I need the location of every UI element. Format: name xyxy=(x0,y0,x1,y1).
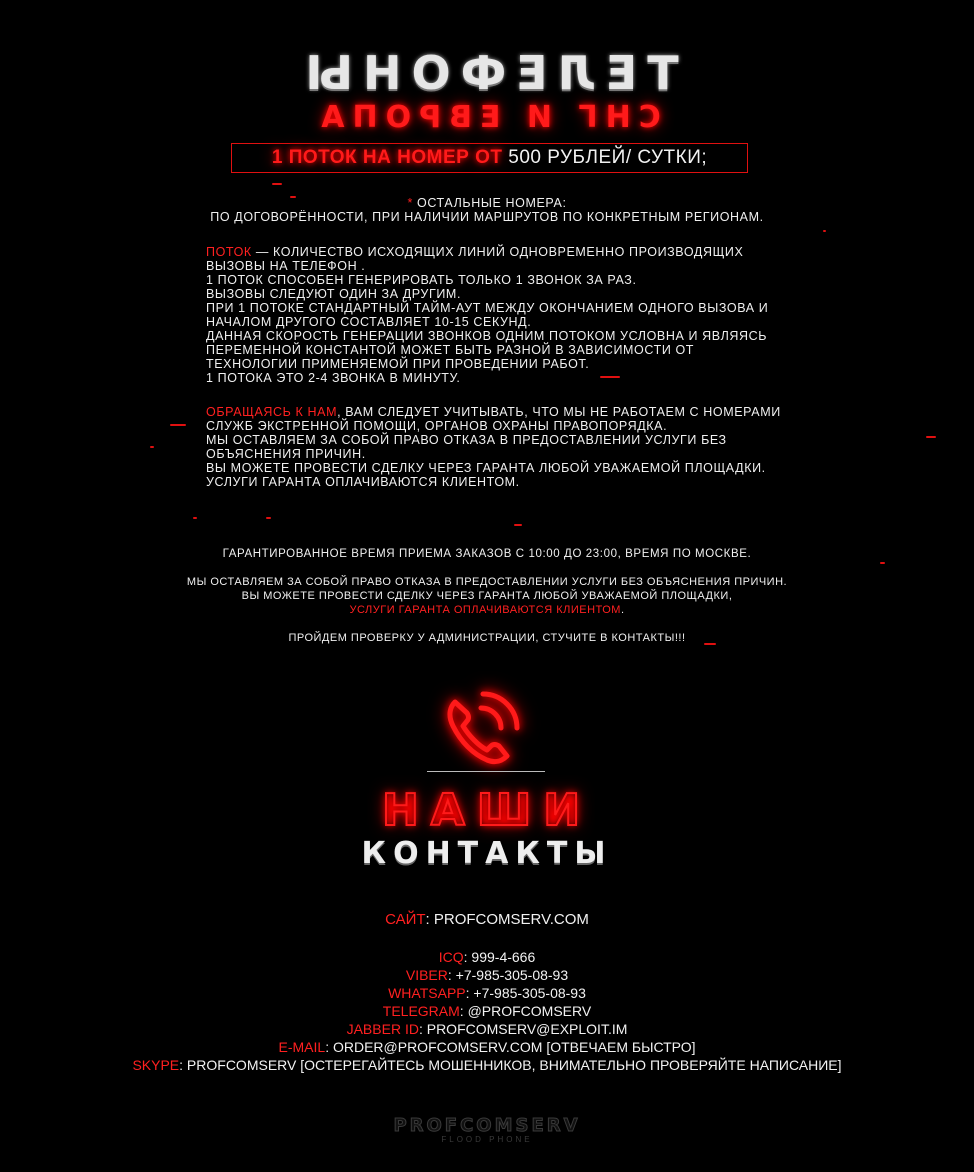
contact-label: E-MAIL xyxy=(278,1039,326,1055)
contact-item xyxy=(0,984,974,1002)
potok-line: ДАННАЯ СКОРОСТЬ ГЕНЕРАЦИИ ЗВОНКОВ ОДНИМ ПОТОКОМ УСЛОВНА И ЯВЛЯЯСЬ xyxy=(206,329,768,343)
potok-line: ПЕРЕМЕННОЙ КОНСТАНТОЙ МОЖЕТ БЫТЬ РАЗНОЙ В ЗАВИСИМОСТИ ОТ xyxy=(206,343,695,357)
contacts-heading-white: КОНТАКТЫ xyxy=(361,836,613,871)
contact-item xyxy=(0,966,974,984)
note-star: * xyxy=(407,196,413,210)
potok-line: НАЧАЛОМ ДРУГОГО СОСТАВЛЯЕТ 10-15 СЕКУНД. xyxy=(206,315,532,329)
disclaimer-line: МЫ ОСТАВЛЯЕМ ЗА СОБОЙ ПРАВО ОТКАЗА В ПРЕДОСТАВЛЕНИИ УСЛУГИ БЕЗ ОБЪЯСНЕНИЯ ПРИЧИН. xyxy=(186,576,788,588)
note-block xyxy=(0,196,974,224)
note-line: ОСТАЛЬНЫЕ НОМЕРА: xyxy=(412,196,567,210)
contact-value[interactable]: : ORDER@PROFCOMSERV.COM [ОТВЕЧАЕМ БЫСТРО] xyxy=(325,1039,696,1055)
site-label: САЙТ xyxy=(385,911,426,928)
rules-line: СЛУЖБ ЭКСТРЕННОЙ ПОМОЩИ, ОРГАНОВ ОХРАНЫ ПРАВОПОРЯДКА. xyxy=(206,419,668,433)
rules-line: , ВАМ СЛЕДУЕТ УЧИТЫВАТЬ, ЧТО МЫ НЕ РАБОТАЕМ С НОМЕРАМИ xyxy=(337,405,781,419)
disclaimer-block xyxy=(0,575,974,645)
contact-value[interactable]: : +7-985-305-08-93 xyxy=(447,967,569,983)
potok-line: ТЕХНОЛОГИИ ПРИМЕНЯЕМОЙ ПРИ ПРОВЕДЕНИИ РАБОТ. xyxy=(206,357,590,371)
disclaimer-line: ПРОЙДЕМ ПРОВЕРКУ У АДМИНИСТРАЦИИ, СТУЧИТЕ В КОНТАКТЫ!!! xyxy=(288,632,686,644)
contact-item xyxy=(0,1020,974,1038)
contact-label: ICQ xyxy=(438,949,464,965)
potok-line: ВЫЗОВЫ НА ТЕЛЕФОН . xyxy=(206,259,366,273)
price-label: 1 ПОТОК НА НОМЕР ОТ xyxy=(271,147,509,168)
rules-block xyxy=(206,405,846,489)
contact-value[interactable]: : @PROFCOMSERV xyxy=(459,1003,592,1019)
rules-term: ОБРАЩАЯСЬ К НАМ xyxy=(206,405,338,419)
contact-value[interactable]: : PROFCOMSERV [ОСТЕРЕГАЙТЕСЬ МОШЕННИКОВ, ВНИМАТЕЛЬНО ПРОВЕРЯЙТЕ НАПИСАНИЕ] xyxy=(179,1057,842,1073)
contacts-list xyxy=(0,948,974,1074)
contact-value[interactable]: : +7-985-305-08-93 xyxy=(465,985,586,1001)
contact-value[interactable]: : 999-4-666 xyxy=(463,949,536,965)
potok-block xyxy=(206,245,826,385)
disclaimer-period: . xyxy=(620,604,625,616)
page-title: ТЕЛЕФОНЫ xyxy=(295,46,679,100)
potok-line: ПРИ 1 ПОТОКЕ СТАНДАРТНЫЙ ТАЙМ-АУТ МЕЖДУ ОКОНЧАНИЕМ ОДНОГО ВЫЗОВА И xyxy=(206,301,769,315)
contact-label: TELEGRAM xyxy=(382,1003,460,1019)
contact-item xyxy=(0,948,974,966)
disclaimer-highlight: УСЛУГИ ГАРАНТА ОПЛАЧИВАЮТСЯ КЛИЕНТОМ xyxy=(349,604,621,616)
footer-logo: PROFCOMSERV xyxy=(393,1115,581,1136)
potok-term: ПОТОК xyxy=(206,245,252,259)
working-hours: ГАРАНТИРОВАННОЕ ВРЕМЯ ПРИЕМА ЗАКАЗОВ С 10:00 ДО 23:00, ВРЕМЯ ПО МОСКВЕ. xyxy=(222,548,752,560)
phone-ringing-icon xyxy=(441,688,525,768)
rules-line: ОБЪЯСНЕНИЯ ПРИЧИН. xyxy=(206,447,366,461)
section-divider xyxy=(427,771,545,772)
disclaimer-line: ВЫ МОЖЕТЕ ПРОВЕСТИ СДЕЛКУ ЧЕРЕЗ ГАРАНТА ЛЮБОЙ УВАЖАЕМОЙ ПЛОЩАДКИ, xyxy=(241,590,733,602)
contact-label: WHATSAPP xyxy=(388,985,466,1001)
contact-item xyxy=(0,1002,974,1020)
footer-subtitle: FLOOD PHONE xyxy=(441,1135,533,1144)
contact-label: JABBER ID xyxy=(346,1021,419,1037)
site-value[interactable]: : PROFCOMSERV.COM xyxy=(425,911,589,928)
price-box xyxy=(231,143,748,173)
rules-line: МЫ ОСТАВЛЯЕМ ЗА СОБОЙ ПРАВО ОТКАЗА В ПРЕДОСТАВЛЕНИИ УСЛУГИ БЕЗ xyxy=(206,433,727,447)
contact-value[interactable]: : PROFCOMSERV@EXPLOIT.IM xyxy=(418,1021,628,1037)
contacts-heading-red: НАШИ xyxy=(381,785,593,836)
note-line: ПО ДОГОВОРЁННОСТИ, ПРИ НАЛИЧИИ МАРШРУТОВ ПО КОНКРЕТНЫМ РЕГИОНАМ. xyxy=(210,210,764,224)
contact-item xyxy=(0,1038,974,1056)
rules-line: ВЫ МОЖЕТЕ ПРОВЕСТИ СДЕЛКУ ЧЕРЕЗ ГАРАНТА ЛЮБОЙ УВАЖАЕМОЙ ПЛОЩАДКИ. xyxy=(206,461,766,475)
contact-label: SKYPE xyxy=(132,1057,180,1073)
potok-line: ВЫЗОВЫ СЛЕДУЮТ ОДИН ЗА ДРУГИМ. xyxy=(206,287,462,301)
contact-item xyxy=(0,1056,974,1074)
potok-line: 1 ПОТОК СПОСОБЕН ГЕНЕРИРОВАТЬ ТОЛЬКО 1 ЗВОНОК ЗА РАЗ. xyxy=(206,273,637,287)
price-value: 500 РУБЛЕЙ/ СУТКИ; xyxy=(508,147,708,168)
page-subtitle: СНГ И ЕВРОПА xyxy=(313,100,661,135)
potok-line: — КОЛИЧЕСТВО ИСХОДЯЩИХ ЛИНИЙ ОДНОВРЕМЕННО ПРОИЗВОДЯЩИХ xyxy=(251,245,744,259)
rules-line: УСЛУГИ ГАРАНТА ОПЛАЧИВАЮТСЯ КЛИЕНТОМ. xyxy=(206,475,520,489)
contact-label: VIBER xyxy=(405,967,448,983)
potok-line: 1 ПОТОКА ЭТО 2-4 ЗВОНКА В МИНУТУ. xyxy=(206,371,461,385)
site-contact xyxy=(0,911,974,929)
